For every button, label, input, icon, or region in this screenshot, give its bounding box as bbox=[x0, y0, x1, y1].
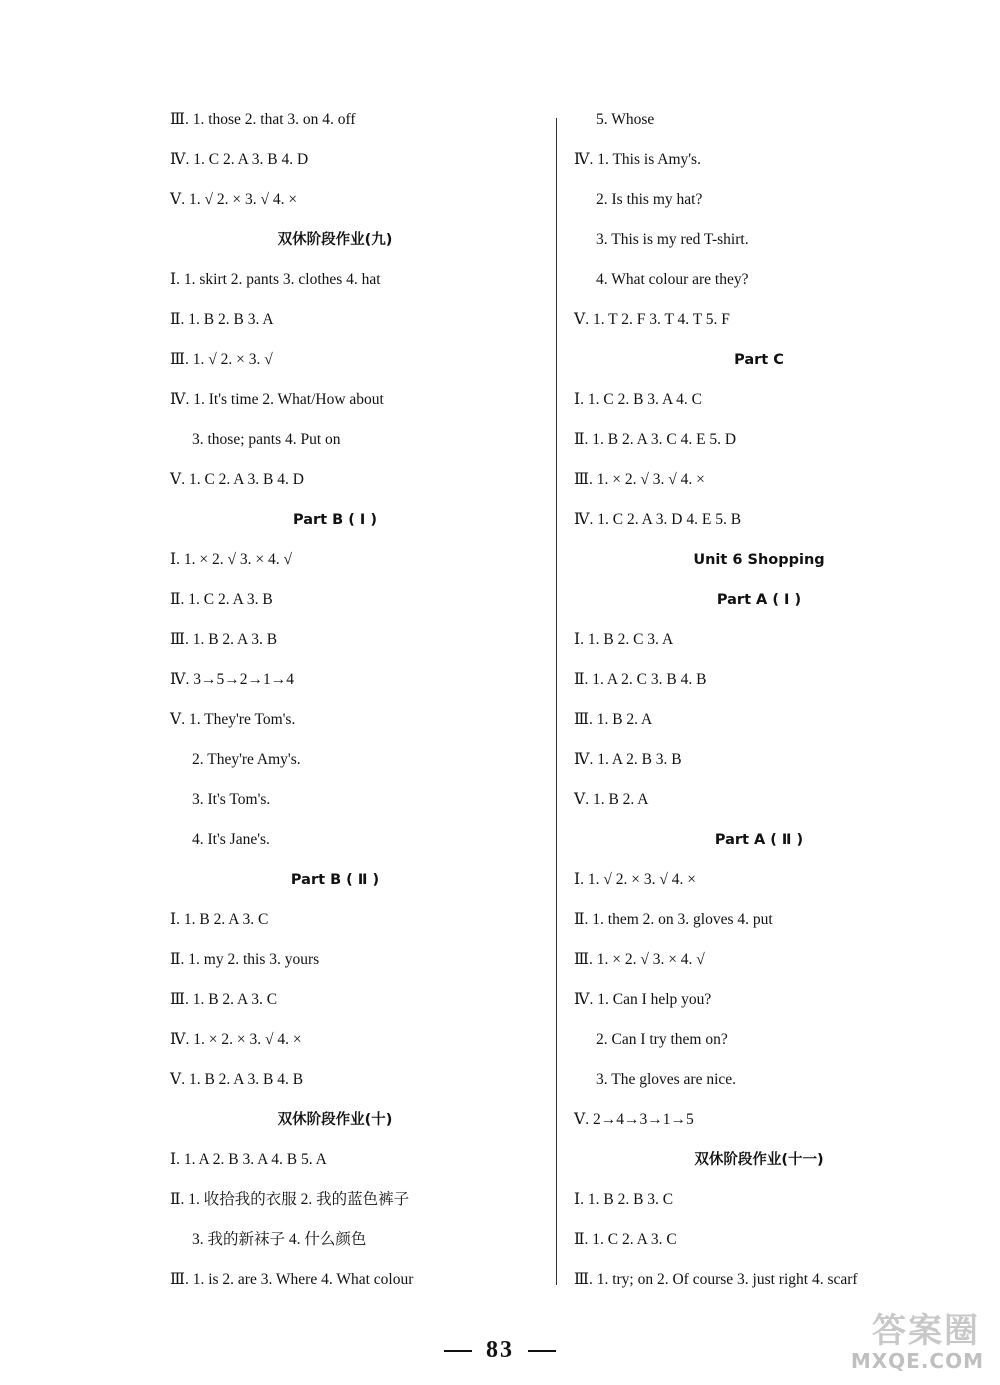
section-heading: Part B ( Ⅱ ) bbox=[290, 872, 380, 888]
answer-line: Ⅱ. 1. B 2. A 3. C 4. E 5. D bbox=[574, 431, 737, 448]
answer-line: 2. Can I try them on? bbox=[596, 1031, 728, 1048]
section-heading: Part B ( Ⅰ ) bbox=[293, 512, 377, 528]
answer-line: Ⅲ. 1. × 2. √ 3. × 4. √ bbox=[574, 951, 705, 968]
answer-line: 3. 我的新袜子 4. 什么颜色 bbox=[192, 1231, 367, 1248]
section-heading: 双休阶段作业(九) bbox=[277, 232, 393, 248]
answer-line: Ⅰ. 1. B 2. C 3. A bbox=[574, 631, 674, 648]
answer-line: 3. This is my red T-shirt. bbox=[596, 231, 749, 248]
answer-line: 4. It's Jane's. bbox=[192, 831, 270, 848]
answer-line: Ⅰ. 1. C 2. B 3. A 4. C bbox=[574, 391, 702, 408]
answer-line: Ⅳ. 1. C 2. A 3. B 4. D bbox=[170, 151, 309, 168]
answer-line: Ⅲ. 1. B 2. A 3. C bbox=[170, 991, 278, 1008]
watermark-bottom-text: MXQE.COM bbox=[850, 1349, 984, 1373]
answer-line: Ⅰ. 1. √ 2. × 3. √ 4. × bbox=[574, 871, 696, 888]
answer-line: Ⅴ. 1. T 2. F 3. T 4. T 5. F bbox=[574, 311, 730, 328]
answer-line: 2. Is this my hat? bbox=[596, 191, 703, 208]
section-heading: Unit 6 Shopping bbox=[693, 552, 825, 568]
answer-line: 3. those; pants 4. Put on bbox=[192, 431, 341, 448]
answer-line: Ⅱ. 1. them 2. on 3. gloves 4. put bbox=[574, 911, 773, 928]
answer-line: Ⅴ. 1. B 2. A 3. B 4. B bbox=[170, 1071, 304, 1088]
answer-line: Ⅱ. 1. C 2. A 3. C bbox=[574, 1231, 677, 1248]
answer-line: Ⅰ. 1. skirt 2. pants 3. clothes 4. hat bbox=[170, 271, 381, 288]
answer-line: Ⅳ. 1. Can I help you? bbox=[574, 991, 712, 1008]
section-heading: 双休阶段作业(十一) bbox=[694, 1152, 824, 1168]
answer-line: Ⅳ. 1. It's time 2. What/How about bbox=[170, 391, 384, 408]
answer-line: Ⅰ. 1. × 2. √ 3. × 4. √ bbox=[170, 551, 292, 568]
answer-line: Ⅳ. 3→5→2→1→4 bbox=[170, 671, 294, 688]
answer-line: Ⅰ. 1. A 2. B 3. A 4. B 5. A bbox=[170, 1151, 327, 1168]
page-number-dash-right bbox=[528, 1350, 556, 1352]
answer-line: Ⅴ. 1. B 2. A bbox=[574, 791, 649, 808]
answer-line: 2. They're Amy's. bbox=[192, 751, 301, 768]
answer-line: Ⅴ. 1. C 2. A 3. B 4. D bbox=[170, 471, 304, 488]
answer-line: Ⅲ. 1. those 2. that 3. on 4. off bbox=[170, 111, 356, 128]
answer-line: Ⅱ. 1. 收拾我的衣服 2. 我的蓝色裤子 bbox=[170, 1191, 410, 1208]
answer-line: Ⅱ. 1. B 2. B 3. A bbox=[170, 311, 274, 328]
answer-line: Ⅰ. 1. B 2. B 3. C bbox=[574, 1191, 674, 1208]
answer-line: Ⅳ. 1. A 2. B 3. B bbox=[574, 751, 682, 768]
answer-line: Ⅲ. 1. B 2. A 3. B bbox=[170, 631, 278, 648]
answer-line: Ⅲ. 1. × 2. √ 3. √ 4. × bbox=[574, 471, 705, 488]
answer-line: Ⅳ. 1. × 2. × 3. √ 4. × bbox=[170, 1031, 302, 1048]
answer-line: 4. What colour are they? bbox=[596, 271, 749, 288]
section-heading: Part A ( Ⅱ ) bbox=[714, 832, 804, 848]
answer-line: Ⅱ. 1. C 2. A 3. B bbox=[170, 591, 273, 608]
answer-line: 3. The gloves are nice. bbox=[596, 1071, 737, 1088]
answer-line: Ⅴ. 1. √ 2. × 3. √ 4. × bbox=[170, 191, 298, 208]
answer-line: Ⅱ. 1. A 2. C 3. B 4. B bbox=[574, 671, 707, 688]
column-divider bbox=[556, 118, 557, 1285]
answer-line: Ⅳ. 1. C 2. A 3. D 4. E 5. B bbox=[574, 511, 742, 528]
answer-line: Ⅲ. 1. √ 2. × 3. √ bbox=[170, 351, 273, 368]
section-heading: Part A ( Ⅰ ) bbox=[716, 592, 802, 608]
answer-line: 3. It's Tom's. bbox=[192, 791, 271, 808]
answer-line: 5. Whose bbox=[596, 111, 655, 128]
right-answer-column bbox=[574, 100, 954, 1300]
answer-line: Ⅲ. 1. is 2. are 3. Where 4. What colour bbox=[170, 1271, 414, 1288]
watermark-top-text: 答案圈 bbox=[872, 1311, 980, 1351]
section-heading: 双休阶段作业(十) bbox=[277, 1112, 393, 1128]
answer-line: Ⅰ. 1. B 2. A 3. C bbox=[170, 911, 269, 928]
answer-line: Ⅲ. 1. try; on 2. Of course 3. just right 4. scarf bbox=[574, 1271, 858, 1288]
answer-line: Ⅴ. 1. They're Tom's. bbox=[170, 711, 296, 728]
answer-line: Ⅴ. 2→4→3→1→5 bbox=[574, 1111, 694, 1128]
answer-line: Ⅱ. 1. my 2. this 3. yours bbox=[170, 951, 320, 968]
answer-line: Ⅲ. 1. B 2. A bbox=[574, 711, 653, 728]
page-number-dash-left bbox=[444, 1350, 472, 1352]
section-heading: Part C bbox=[734, 352, 784, 368]
answer-line: Ⅳ. 1. This is Amy's. bbox=[574, 151, 701, 168]
watermark-logo bbox=[838, 1297, 988, 1377]
page-number-text: 83 bbox=[486, 1337, 514, 1363]
left-answer-column bbox=[170, 100, 540, 1300]
